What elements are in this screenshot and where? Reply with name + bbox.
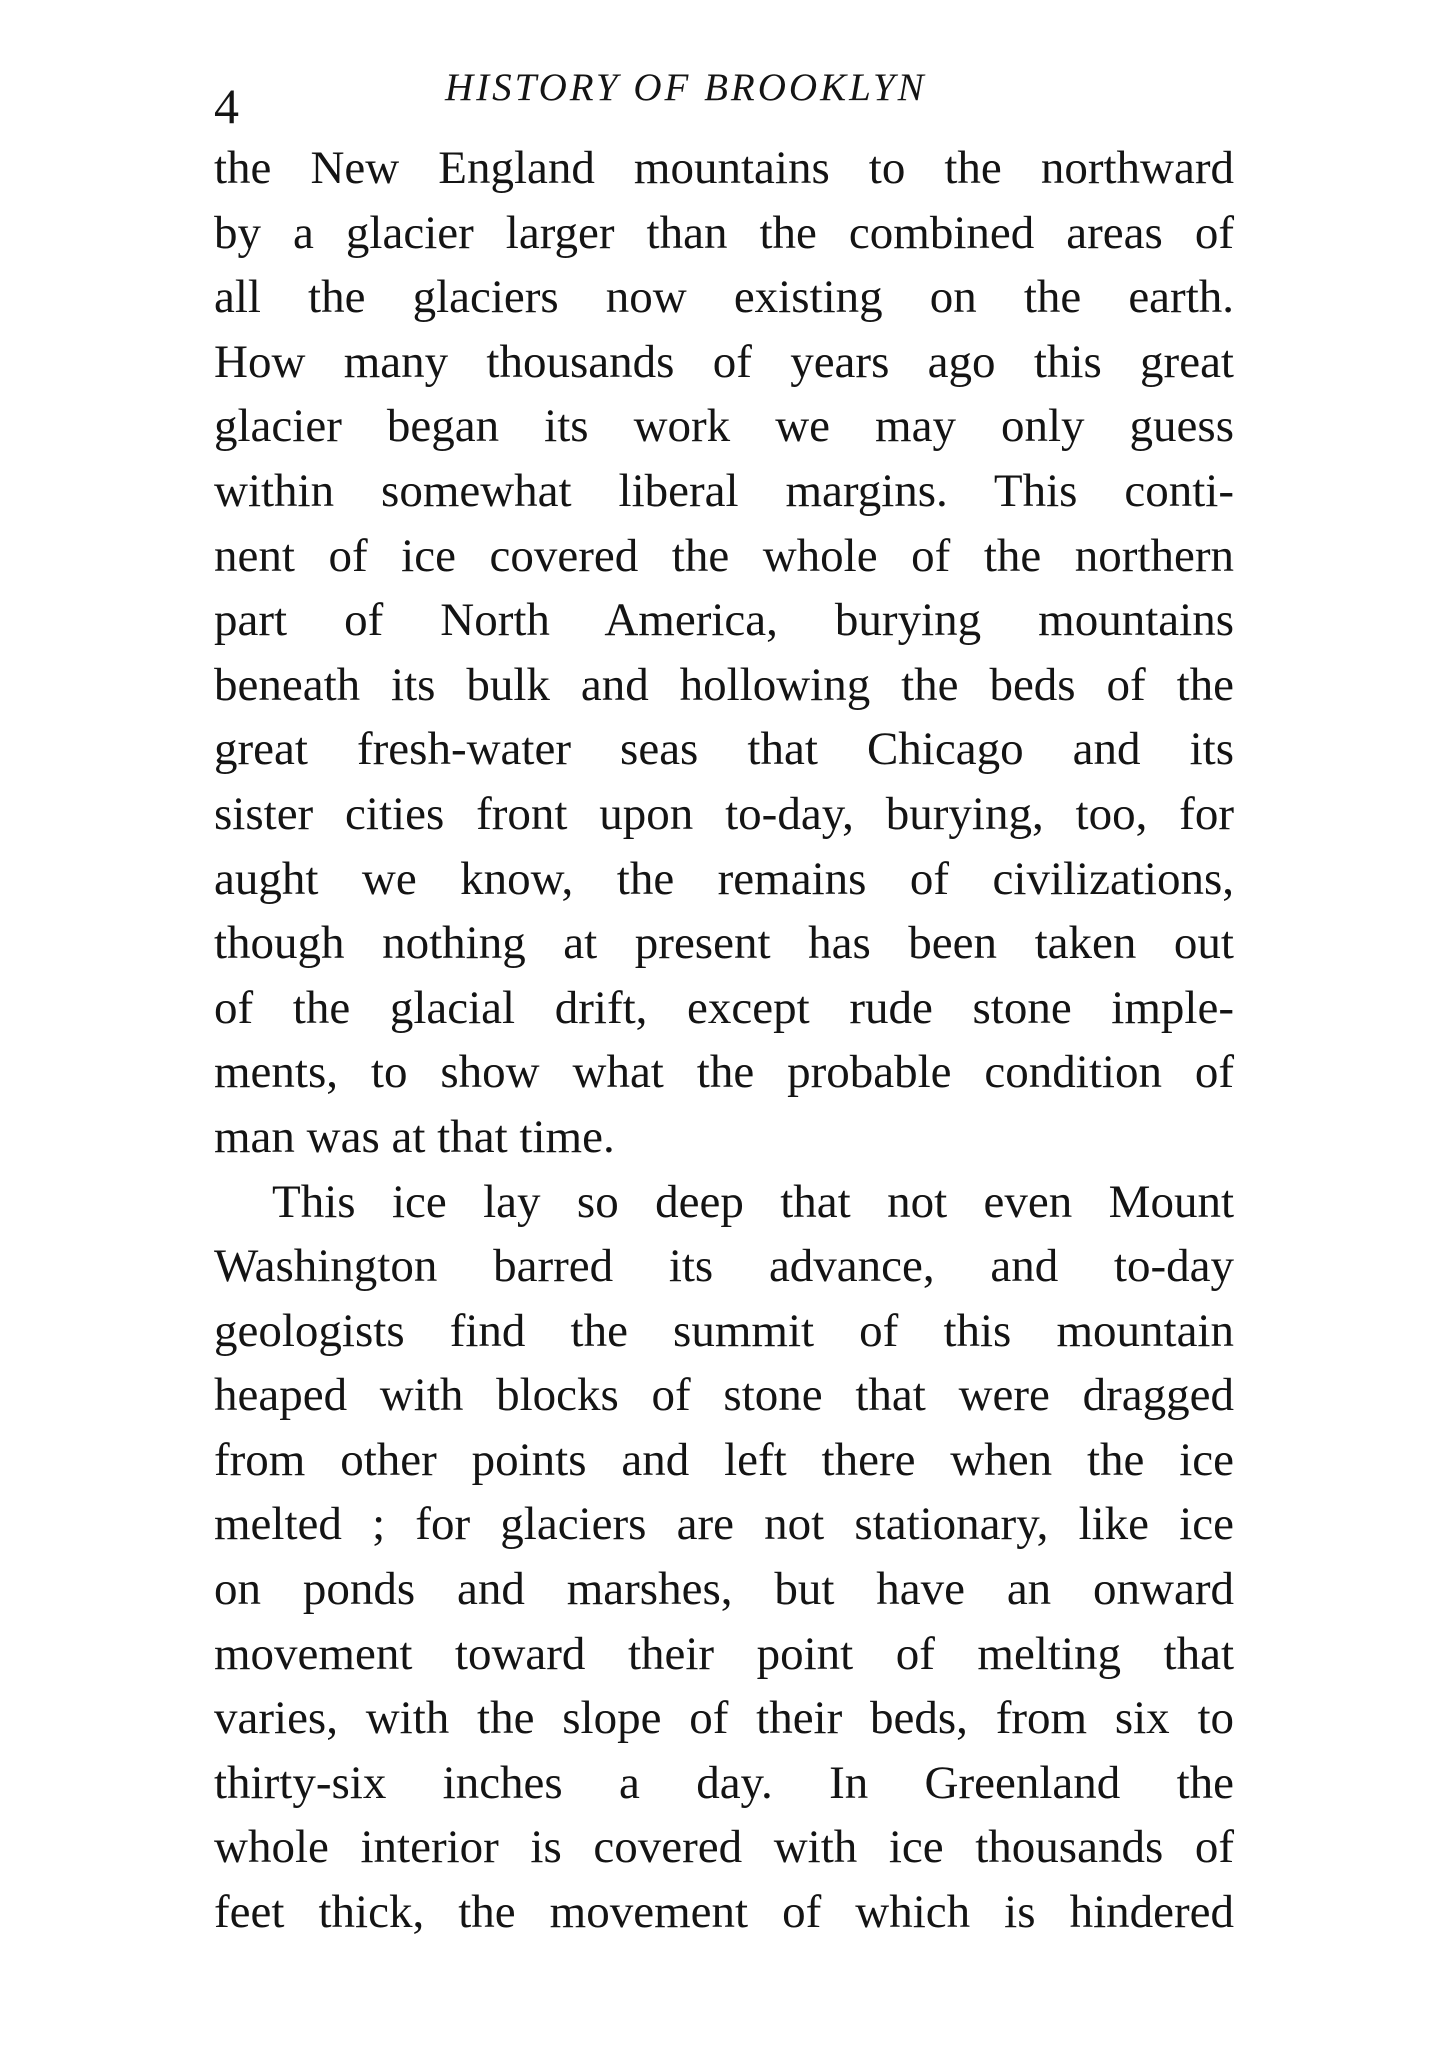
- text-line: nent of ice covered the whole of the northern: [214, 529, 1234, 582]
- text-line: This ice lay so deep that not even Mount: [272, 1175, 1234, 1228]
- text-line: glacier began its work we may only guess: [214, 400, 1234, 453]
- text-line: within somewhat liberal margins. This conti-: [214, 464, 1234, 517]
- text-line: heaped with blocks of stone that were dragged: [214, 1369, 1234, 1422]
- text-line: ments, to show what the probable condition of: [214, 1046, 1234, 1099]
- text-line: feet thick, the movement of which is hindered: [214, 1886, 1234, 1939]
- body-text: [214, 136, 1234, 1945]
- text-line: melted ; for glaciers are not stationary, like ice: [214, 1498, 1234, 1551]
- text-line: all the glaciers now existing on the earth.: [214, 271, 1234, 324]
- text-line: How many thousands of years ago this great: [214, 335, 1234, 388]
- text-line: sister cities front upon to-day, burying, too, for: [214, 787, 1234, 840]
- text-line: Washington barred its advance, and to-day: [214, 1240, 1234, 1293]
- text-line: movement toward their point of melting that: [214, 1627, 1234, 1680]
- text-line: on ponds and marshes, but have an onward: [214, 1563, 1234, 1616]
- text-line: great fresh-water seas that Chicago and its: [214, 723, 1234, 776]
- text-line: the New England mountains to the northward: [214, 142, 1234, 194]
- running-head: HISTORY OF BROOKLYN: [445, 66, 927, 109]
- text-line: by a glacier larger than the combined areas of: [214, 206, 1234, 259]
- paragraph-1: [214, 136, 1234, 1170]
- text-line: varies, with the slope of their beds, from six to: [214, 1692, 1234, 1745]
- text-line: of the glacial drift, except rude stone imple-: [214, 981, 1234, 1034]
- text-line: man was at that time.: [214, 1110, 615, 1163]
- page-number: 4: [214, 78, 239, 134]
- text-line: from other points and left there when the ice: [214, 1433, 1234, 1486]
- text-line: beneath its bulk and hollowing the beds of the: [214, 658, 1234, 711]
- text-line: whole interior is covered with ice thousands of: [214, 1821, 1234, 1874]
- text-line: aught we know, the remains of civilizations,: [214, 852, 1234, 905]
- text-line: part of North America, burying mountains: [214, 594, 1234, 647]
- paragraph-2: [214, 1170, 1234, 1945]
- text-line: though nothing at present has been taken out: [214, 917, 1234, 970]
- text-line: geologists find the summit of this mountain: [214, 1304, 1234, 1357]
- text-line: thirty-six inches a day. In Greenland the: [214, 1756, 1234, 1809]
